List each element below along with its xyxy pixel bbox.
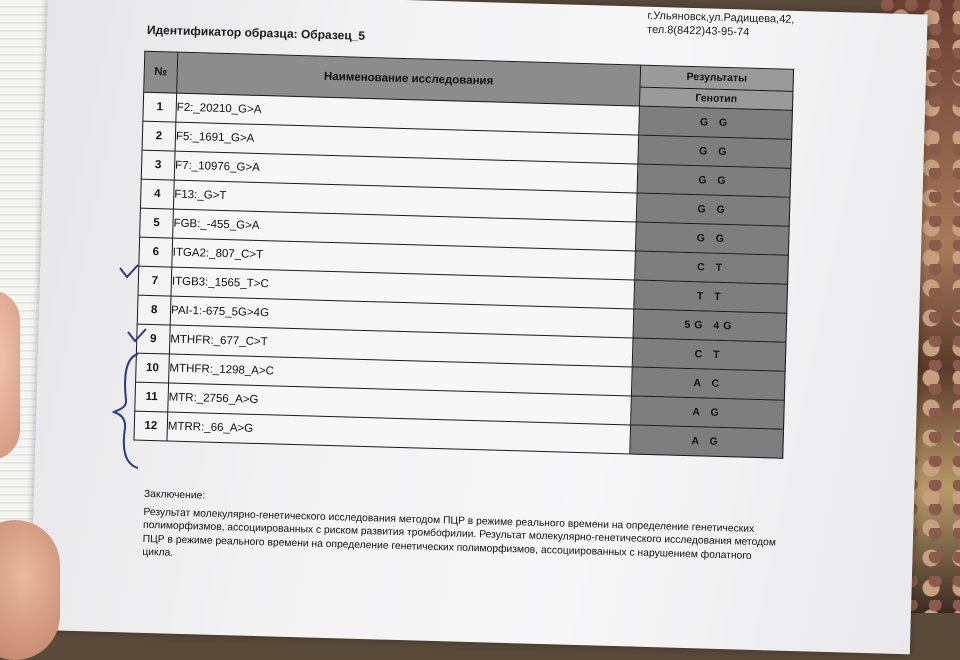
test-name: MTHFR:_677_C>T: [169, 325, 633, 367]
row-number: 12: [134, 411, 168, 441]
genotype-value: C T: [632, 338, 786, 371]
conclusion-block: [142, 488, 784, 577]
test-name: ITGB3:_1565_T>C: [171, 267, 635, 309]
genotype-value: A G: [631, 396, 785, 429]
row-number: 1: [143, 92, 177, 122]
finger: [0, 290, 20, 460]
sample-id: Идентификатор образца: Образец_5: [146, 22, 366, 43]
bracket-mark-icon: [112, 352, 142, 470]
test-name: PAI-1:-675_5G>4G: [170, 296, 634, 338]
results-table: [133, 51, 794, 459]
lab-report-paper: [30, 0, 928, 654]
col-genotype-header: Генотип: [639, 87, 792, 111]
table-header-row: [144, 51, 793, 91]
genotype-value: A C: [631, 367, 785, 400]
row-number: 5: [140, 208, 174, 238]
col-num-header: №: [144, 51, 178, 93]
checkmark-icon: [126, 326, 148, 346]
row-number: 10: [136, 353, 170, 383]
row-number: 3: [141, 150, 175, 180]
conclusion-text: Результат молекулярно-генетического исследования методом ПЦР в режиме реального времени на определение генетических полиморфизмов, ассоциированных с риском развития тромбофилии. Результат молекулярно-генетического исследования методом ПЦР в режиме реального времени на определение генетических полиморфизмов, ассоциированных с нарушением фолатного цикла.: [142, 506, 777, 562]
test-name: F13:_G>T: [173, 180, 637, 222]
row-number: 4: [140, 179, 174, 209]
row-number: 6: [139, 237, 173, 267]
thumb: [0, 520, 60, 660]
row-number: 9: [136, 324, 170, 354]
test-name: F5:_1691_G>A: [175, 122, 639, 164]
genotype-value: G G: [636, 193, 790, 226]
table-body: [134, 92, 792, 458]
col-results-header: Результаты: [640, 65, 794, 91]
genotype-value: T T: [634, 280, 788, 313]
test-name: ITGA2:_807_C>T: [172, 238, 636, 280]
genotype-value: A G: [630, 425, 784, 458]
lab-address: [647, 9, 848, 43]
test-name: MTHFR:_1298_A>C: [169, 354, 633, 396]
genotype-value: G G: [639, 106, 793, 139]
row-number: 11: [135, 382, 169, 412]
genotype-value: G G: [635, 222, 789, 255]
test-name: FGB:_-455_G>A: [173, 209, 637, 251]
genotype-value: 5G 4G: [633, 309, 787, 342]
conclusion-title: Заключение:: [143, 488, 206, 502]
genotype-value: C T: [635, 251, 789, 284]
genotype-value: G G: [637, 164, 791, 197]
test-name: F7:_10976_G>A: [174, 151, 638, 193]
test-name: MTR:_2756_A>G: [168, 383, 632, 425]
lab-address-line1: г.Ульяновск,ул.Радищева,42,: [647, 9, 795, 26]
checkmark-icon: [118, 262, 140, 282]
test-name: F2:_20210_G>A: [176, 93, 640, 135]
row-number: 2: [142, 121, 176, 151]
row-number: 7: [138, 266, 172, 296]
lab-address-line2: тел.8(8422)43-95-74: [646, 23, 750, 39]
row-number: 8: [137, 295, 171, 325]
test-name: MTRR:_66_A>G: [167, 412, 631, 454]
col-name-header: Наименование исследования: [177, 52, 641, 106]
genotype-value: G G: [638, 135, 792, 168]
